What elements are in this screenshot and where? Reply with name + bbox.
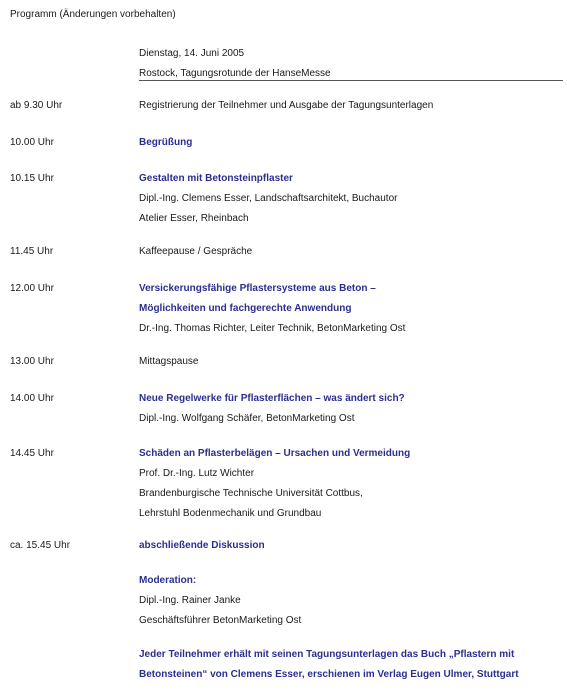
schedule-content — [139, 389, 564, 429]
schedule-time: 10.15 Uhr — [10, 173, 54, 184]
session-title: Neue Regelwerke für Pflasterflächen – was ändert sich? — [139, 393, 405, 404]
moderator-name: Dipl.-Ing. Rainer Janke — [139, 595, 241, 606]
book-note — [139, 645, 564, 685]
book-note-line: Jeder Teilnehmer erhält mit seinen Tagungsunterlagen das Buch „Pflastern mit — [139, 649, 515, 660]
session-detail: Kaffeepause / Gespräche — [139, 246, 253, 257]
session-detail: Atelier Esser, Rheinbach — [139, 213, 249, 224]
schedule-time: 10.00 Uhr — [10, 137, 54, 148]
session-title: abschließende Diskussion — [139, 540, 265, 551]
schedule-content — [139, 279, 564, 339]
schedule-time: 14.45 Uhr — [10, 448, 54, 459]
schedule-time: ca. 15.45 Uhr — [10, 540, 71, 551]
program-heading: Programm (Änderungen vorbehalten) — [10, 9, 176, 20]
schedule-time: 12.00 Uhr — [10, 283, 54, 294]
session-detail: Mittagspause — [139, 356, 199, 367]
schedule-content — [139, 169, 564, 229]
session-detail: Lehrstuhl Bodenmechanik und Grundbau — [139, 508, 322, 519]
session-title: Begrüßung — [139, 137, 193, 148]
session-detail: Registrierung der Teilnehmer und Ausgabe der Tagungsunterlagen — [139, 100, 434, 111]
session-detail: Dipl.-Ing. Wolfgang Schäfer, BetonMarketing Ost — [139, 413, 355, 424]
event-info — [139, 44, 331, 84]
session-title: Schäden an Pflasterbelägen – Ursachen und Vermeidung — [139, 448, 411, 459]
moderation-block — [139, 571, 564, 631]
schedule-time: 13.00 Uhr — [10, 356, 54, 367]
schedule-content — [139, 242, 564, 262]
session-title: Gestalten mit Betonsteinpflaster — [139, 173, 293, 184]
session-detail: Dr.-Ing. Thomas Richter, Leiter Technik, BetonMarketing Ost — [139, 323, 406, 334]
schedule-content — [139, 133, 564, 153]
header-divider — [139, 80, 563, 81]
session-detail: Prof. Dr.-Ing. Lutz Wichter — [139, 468, 255, 479]
book-note-line: Betonsteinen“ von Clemens Esser, erschienen im Verlag Eugen Ulmer, Stuttgart — [139, 669, 519, 680]
moderator-role: Geschäftsführer BetonMarketing Ost — [139, 615, 302, 626]
event-date: Dienstag, 14. Juni 2005 — [139, 48, 245, 59]
schedule-time: 11.45 Uhr — [10, 246, 54, 257]
schedule-content — [139, 96, 564, 116]
session-title: Möglichkeiten und fachgerechte Anwendung — [139, 303, 352, 314]
schedule-content — [139, 352, 564, 372]
schedule-content — [139, 444, 564, 524]
session-title: Versickerungsfähige Pflastersysteme aus Beton – — [139, 283, 376, 294]
session-detail: Brandenburgische Technische Universität Cottbus, — [139, 488, 363, 499]
session-detail: Dipl.-Ing. Clemens Esser, Landschaftsarchitekt, Buchautor — [139, 193, 398, 204]
schedule-time: ab 9.30 Uhr — [10, 100, 63, 111]
schedule-time: 14.00 Uhr — [10, 393, 54, 404]
schedule-content — [139, 536, 564, 556]
moderation-label: Moderation: — [139, 575, 197, 586]
event-venue: Rostock, Tagungsrotunde der HanseMesse — [139, 68, 331, 79]
